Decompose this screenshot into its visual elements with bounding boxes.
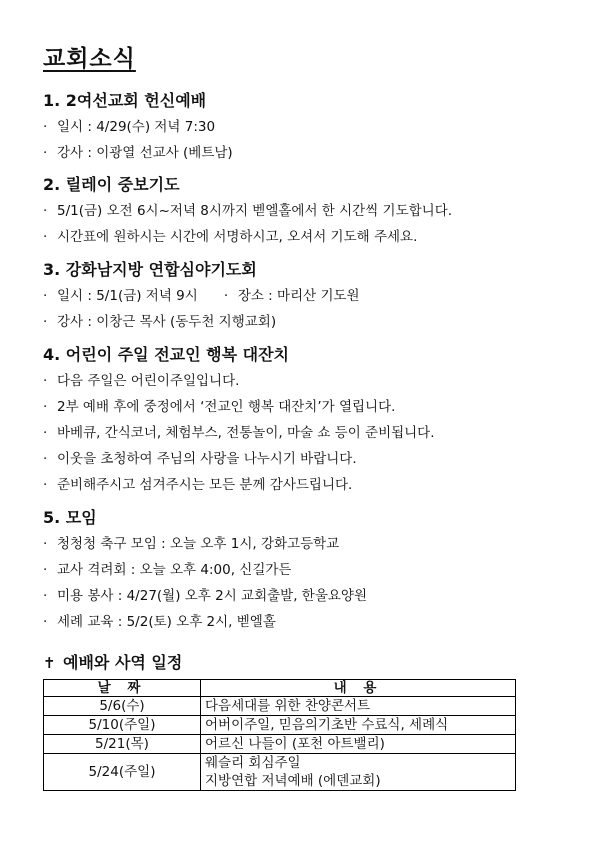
bullet: · [43, 288, 48, 304]
header-content: 내 용 [201, 680, 516, 697]
row-content-line: 웨슬리 회심주일 [205, 755, 301, 771]
bullet: · [43, 614, 48, 630]
row-content: 어르신 나들이 (포천 아트밸리) [201, 735, 516, 754]
place-text: 장소 : 마리산 기도원 [237, 288, 360, 304]
table-row [44, 716, 516, 735]
list-item: · 일시 : 4/29(수) 저녁 7:30 [43, 114, 583, 140]
row-content: 어버이주일, 믿음의기초반 수료식, 세례식 [201, 716, 516, 735]
list-item: · 강사 : 이창근 목사 (동두천 지행교회) [43, 309, 583, 335]
list-item: · 바베큐, 간식코너, 체험부스, 전통놀이, 마술 쇼 등이 준비됩니다. [43, 420, 583, 446]
list-item: · 시간표에 원하시는 시간에 서명하시고, 오셔서 기도해 주세요. [43, 224, 583, 250]
list-item: · 5/1(금) 오전 6시~저녁 8시까지 벧엘홀에서 한 시간씩 기도합니다. [43, 198, 583, 224]
row-date: 5/10(주일) [44, 716, 201, 735]
section-title: 3. 강화남지방 연합심야기도회 [43, 260, 257, 279]
section-title: 2. 릴레이 중보기도 [43, 175, 180, 194]
list-item: · 2부 예배 후에 중정에서 ‘전교인 행복 대잔치’가 열립니다. [43, 394, 583, 420]
cross-icon: ✝ [43, 654, 56, 672]
list-item: · 세례 교육 : 5/2(토) 오후 2시, 벧엘홀 [43, 609, 583, 635]
schedule-title: 예배와 사역 일정 [63, 653, 183, 672]
list-item: · 일시 : 5/1(금) 저녁 9시 · 장소 : 마리산 기도원 [43, 283, 583, 309]
bullet: · [43, 314, 48, 330]
section-childrens-day [43, 342, 583, 498]
table-row [44, 735, 516, 754]
row-content-line: 지방연합 저녁예배 (에덴교회) [205, 773, 381, 789]
section-relay-prayer [43, 172, 583, 250]
list-item: · 이웃을 초청하여 주님의 사랑을 나누시기 바랍니다. [43, 446, 583, 472]
schedule-table [43, 679, 516, 791]
bullet: · [43, 203, 48, 219]
section-title: 5. 모임 [43, 508, 97, 527]
table-header-row [44, 680, 516, 697]
row-content [201, 754, 516, 791]
bullet: · [43, 399, 48, 415]
list-item: · 청청청 축구 모임 : 오늘 오후 1시, 강화고등학교 [43, 531, 583, 557]
bullet: · [43, 145, 48, 161]
bullet: · [43, 425, 48, 441]
list-item: · 강사 : 이광열 선교사 (베트남) [43, 140, 583, 166]
header-date: 날 짜 [44, 680, 201, 697]
row-date: 5/24(주일) [44, 754, 201, 791]
list-item: · 미용 봉사 : 4/27(월) 오후 2시 교회출발, 한울요양원 [43, 583, 583, 609]
bullet: · [43, 536, 48, 552]
bullet: · [43, 562, 48, 578]
list-item: · 교사 격려회 : 오늘 오후 4:00, 신길가든 [43, 557, 583, 583]
schedule-heading [43, 650, 182, 673]
row-date: 5/21(목) [44, 735, 201, 754]
section-title: 1. 2여선교회 헌신예배 [43, 91, 207, 110]
bullet: · [43, 451, 48, 467]
bullet: · [43, 588, 48, 604]
section-title: 4. 어린이 주일 전교인 행복 대잔치 [43, 345, 289, 364]
row-date: 5/6(수) [44, 697, 201, 716]
section-night-prayer [43, 257, 583, 335]
table-row [44, 697, 516, 716]
section-women-mission-service [43, 88, 583, 166]
row-content: 다음세대를 위한 찬양콘서트 [201, 697, 516, 716]
table-row [44, 754, 516, 791]
section-meetings [43, 505, 583, 635]
bullet: · [43, 373, 48, 389]
page-title: 교회소식 [43, 46, 136, 72]
bullet: · [43, 477, 48, 493]
list-item: · 다음 주일은 어린이주일입니다. [43, 368, 583, 394]
bullet: · [43, 229, 48, 245]
list-item: · 준비해주시고 섬겨주시는 모든 분께 감사드립니다. [43, 472, 583, 498]
bullet: · [223, 288, 229, 304]
bullet: · [43, 119, 48, 135]
